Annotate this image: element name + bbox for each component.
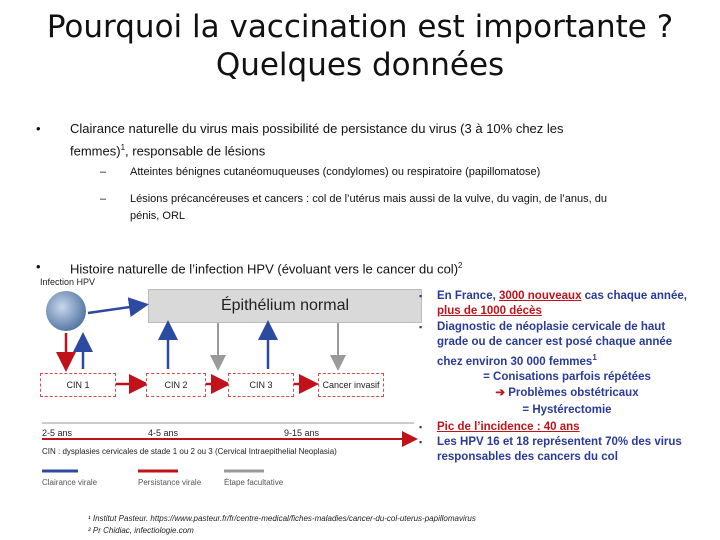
legend-clearance: Clairance virale [42,478,98,487]
epithelium-box: Épithélium normal [148,289,422,323]
conisation-line: = Conisations parfois répétées [483,371,651,383]
legend-optional: Étape facultative [224,478,284,487]
time-label-2: 4-5 ans [148,428,179,438]
right-point-3: Pic de l’incidence : 40 ans [437,421,580,433]
right-point-4: Les HPV 16 et 18 représentent 70% des virus responsables des cancers du col [437,436,682,463]
arrow-right-icon: ➔ [495,387,506,399]
sub-bullet-2: Lésions précancéreuses et cancers : col de l’utérus mais aussi de la vulve, du vagin, de l’anus, du pénis, ORL [130,193,607,222]
time-label-1: 2-5 ans [42,428,73,438]
square-bullet: ▪ [419,291,423,301]
cin-definition: CIN : dysplasies cervicales de stade 1 ou 2 ou 3 (Cervical Intraepithelial Neoplasia) [42,447,337,456]
hysterectomy-line: = Hystérectomie [522,404,612,416]
bullet-1 [70,119,690,160]
cin2-box: CIN 2 [146,373,206,397]
obstetric-problems-line: ➔ Problèmes obstétricaux [495,387,639,399]
dash-marker: – [100,166,107,178]
dash-marker: – [100,193,107,205]
footnote-1: ¹ Institut Pasteur. https://www.pasteur.fr/fr/centre-medical/fiches-maladies/cancer-du-col-uterus-papillomavirus [88,514,476,523]
bullet-marker: • [36,259,41,274]
bullet-1-line-2: femmes)$^1$, responsable de lésions [70,143,266,159]
right-point-2: Diagnostic de néoplasie cervicale de haut grade ou de cancer est posé chaque année chez environ 30 000 femmes$^1$ [437,321,673,368]
bullet-marker: • [36,121,41,136]
infection-label: Infection HPV [40,277,96,287]
bullet-2: Histoire naturelle de l’infection HPV (évoluant vers le cancer du col)$^2$ [70,261,463,277]
footnote-2: ² Pr Chidiac, infectiologie.com [88,526,194,535]
square-bullet: ▪ [419,422,423,432]
title-line-1: Pourquoi la vaccination est importante ? [46,9,674,45]
square-bullet: ▪ [419,437,423,447]
time-label-3: 9-15 ans [284,428,320,438]
title-line-2: Quelques données [215,47,505,83]
page-title [0,8,720,84]
cin3-box: CIN 3 [228,373,294,397]
square-bullet: ▪ [419,322,423,332]
hpv-natural-history-diagram [38,277,423,492]
cancer-box: Cancer invasif [318,373,384,397]
bullet-1-line-1: Clairance naturelle du virus mais possibilité de persistance du virus (3 à 10% chez les [70,121,564,136]
sub-bullet-1: Atteintes bénignes cutanéomuqueuses (condylomes) ou respiratoire (papillomatose) [130,166,541,178]
legend-persistence: Persistance virale [138,478,202,487]
cin1-box: CIN 1 [40,373,116,397]
right-point-1: En France, 3000 nouveaux cas chaque année, plus de 1000 décès [437,290,687,317]
